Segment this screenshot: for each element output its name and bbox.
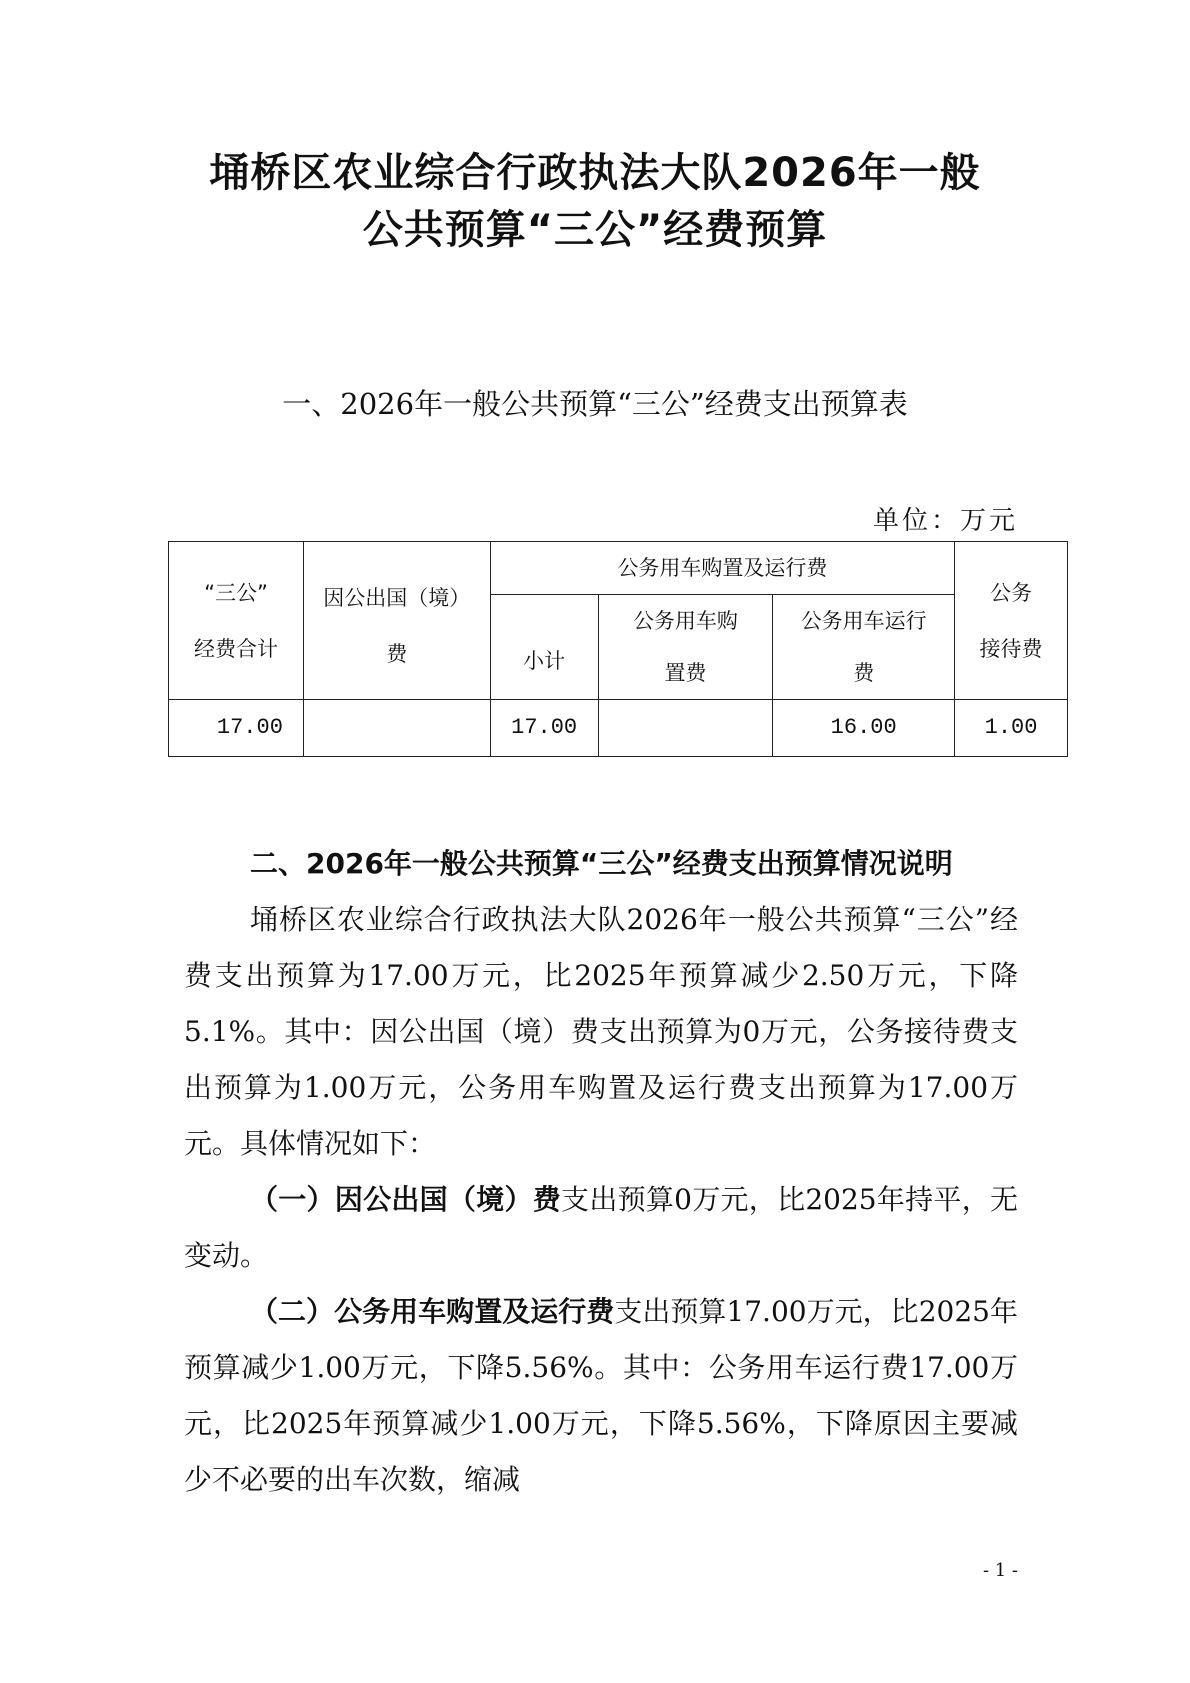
unit-label: 单位：万元	[872, 506, 1018, 536]
header-reception: 公务 接待费	[955, 542, 1068, 700]
header-car-group: 公务用车购置及运行费	[490, 542, 954, 595]
header-operation: 公务用车运行 费	[773, 595, 955, 700]
paragraph-summary: 埇桥区农业综合行政执法大队2026年一般公共预算“三公”经费支出预算为17.00万元，比2025年预算减少2.50万元，下降5.1%。其中：因公出国（境）费支出预算为0万元，公务接待费支出预算为1.00万元，公务用车购置及运行费支出预算为17.00万元。具体情况如下：	[184, 903, 1018, 1160]
page-number: - 1 -	[982, 1560, 1018, 1581]
section1-heading: 一、2026年一般公共预算“三公”经费支出预算表	[282, 387, 908, 421]
item2-heading: （二）公务用车购置及运行费	[250, 1295, 615, 1328]
title-line-2: 公共预算“三公”经费预算	[362, 207, 828, 253]
cell-subtotal: 17.00	[490, 700, 598, 757]
cell-reception: 1.00	[955, 700, 1068, 757]
cell-total: 17.00	[169, 700, 304, 757]
document-title	[0, 145, 1190, 259]
budget-table	[168, 541, 1068, 757]
table-row	[169, 700, 1068, 757]
table-header-row	[169, 542, 1068, 595]
header-abroad: 因公出国（境） 费	[303, 542, 490, 700]
paragraph-abroad: （一）因公出国（境）费支出预算0万元，比2025年持平，无变动。	[184, 1183, 1018, 1272]
title-line-1: 埇桥区农业综合行政执法大队2026年一般	[209, 150, 981, 196]
header-total: “三公” 经费合计	[169, 542, 304, 700]
item1-heading: （一）因公出国（境）费	[250, 1183, 562, 1216]
cell-purchase	[598, 700, 773, 757]
cell-abroad	[303, 700, 490, 757]
explanation-body	[184, 836, 1018, 1508]
paragraph-car: （二）公务用车购置及运行费支出预算17.00万元，比2025年预算减少1.00万元，下降5.56%。其中：公务用车运行费17.00万元，比2025年预算减少1.00万元，下降5.56%，下降原因主要减少不必要的出车次数，缩减	[184, 1295, 1018, 1496]
cell-operation: 16.00	[773, 700, 955, 757]
header-subtotal: 小计	[490, 595, 598, 700]
header-purchase: 公务用车购 置费	[598, 595, 773, 700]
section2-heading: 二、2026年一般公共预算“三公”经费支出预算情况说明	[250, 847, 953, 880]
